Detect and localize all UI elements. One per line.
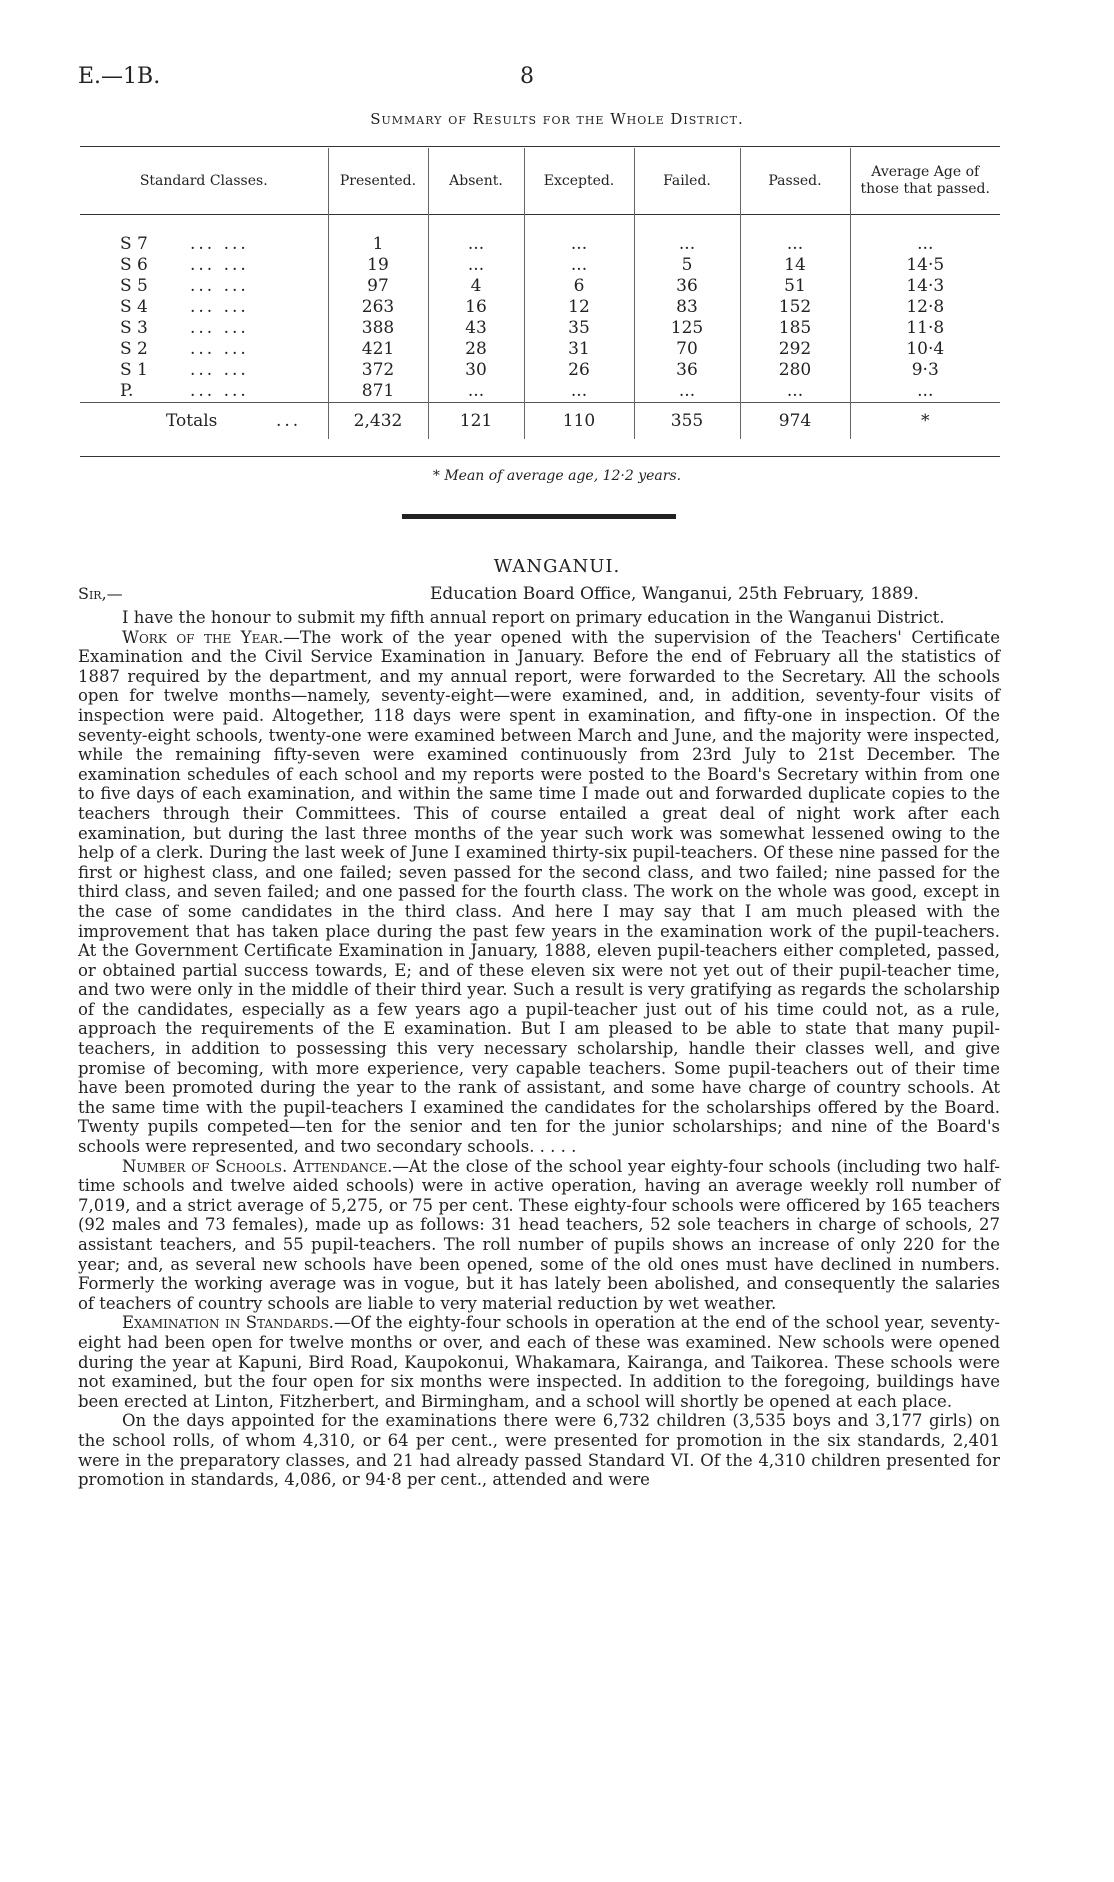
table-row: S 3 ... ... 388 43 35 125 185 11·8 bbox=[80, 318, 1000, 339]
section-divider bbox=[402, 514, 676, 519]
summary-results-table bbox=[80, 148, 1000, 439]
col-excepted: Excepted. bbox=[524, 148, 634, 214]
table-row: S 7 ... ... 1 ... ... ... ... ... bbox=[80, 234, 1000, 255]
document-reference: E.—1B. bbox=[78, 64, 161, 89]
paragraph: Examination in Standards.—Of the eighty-four schools in operation at the end of the school year, seventy-eight had been open for twelve months or over, and each of these was examined. New schools were opened during the year at Kapuni, Bird Road, Kaupokonui, Whakamara, Kairanga, and Taikorea. These schools were not examined, but the four open for six months were inspected. In addition to the foregoing, buildings have been erected at Linton, Fitzherbert, and Birmingham, and a school will shortly be opened at each place. bbox=[78, 1313, 1000, 1411]
col-failed: Failed. bbox=[634, 148, 740, 214]
table-row: S 5 ... ... 97 4 6 36 51 14·3 bbox=[80, 276, 1000, 297]
summary-title: Summary of Results for the Whole District. bbox=[370, 110, 744, 128]
totals-row: Totals ... 2,432 121 110 355 974 * bbox=[80, 403, 1000, 440]
dateline: Education Board Office, Wanganui, 25th February, 1889. bbox=[430, 584, 919, 604]
salutation: Sir,— bbox=[78, 584, 123, 603]
col-average-age: Average Age of those that passed. bbox=[850, 148, 1000, 214]
col-standard-classes: Standard Classes. bbox=[139, 173, 268, 189]
paragraph: Number of Schools. Attendance.—At the close of the school year eighty-four schools (including two half-time schools and twelve aided schools) were in active operation, having an average weekly roll number of 7,019, and a strict average of 5,275, or 75 per cent. These eighty-four schools were officered by 165 teachers (92 males and 73 females), made up as follows: 31 head teachers, 52 sole teachers in charge of schools, 27 assistant teachers, and 55 pupil-teachers. The roll number of pupils shows an increase of only 220 for the year; and, as several new schools have been opened, some of the old ones must have declined in numbers. Formerly the working average was in vogue, but it has lately been abolished, and consequently the salaries of teachers of country schools are liable to very material reduction by wet weather. bbox=[78, 1156, 1000, 1313]
table-row: S 1 ... ... 372 30 26 36 280 9·3 bbox=[80, 360, 1000, 381]
table-header-row bbox=[80, 148, 1000, 214]
paragraph: On the days appointed for the examinations there were 6,732 children (3,535 boys and 3,177 girls) on the school rolls, of whom 4,310, or 64 per cent., were presented for promotion in the six standards, 2,401 were in the preparatory classes, and 21 had already passed Standard VI. Of the 4,310 children presented for promotion in standards, 4,086, or 94·8 per cent., attended and were bbox=[78, 1411, 1000, 1490]
col-absent: Absent. bbox=[428, 148, 524, 214]
table-row: P. ... ... 871 ... ... ... ... ... bbox=[80, 381, 1000, 403]
paragraph: I have the honour to submit my fifth annual report on primary education in the Wanganui District. bbox=[122, 608, 945, 627]
section-title: WANGANUI. bbox=[493, 556, 621, 577]
table-footnote: * Mean of average age, 12·2 years. bbox=[432, 468, 682, 484]
page-number: 8 bbox=[520, 64, 534, 89]
table-top-rule bbox=[80, 146, 1000, 147]
table-row: S 4 ... ... 263 16 12 83 152 12·8 bbox=[80, 297, 1000, 318]
paragraph-heading: Examination in Standards. bbox=[122, 1313, 334, 1333]
table-bottom-rule bbox=[80, 456, 1000, 457]
table-row: S 2 ... ... 421 28 31 70 292 10·4 bbox=[80, 339, 1000, 360]
col-presented: Presented. bbox=[328, 148, 428, 214]
report-body bbox=[78, 608, 1000, 1490]
paragraph-heading: Number of Schools. Attendance. bbox=[122, 1156, 393, 1176]
paragraph: Work of the Year.—The work of the year opened with the supervision of the Teachers' Certificate Examination and the Civil Service Examination in January. Before the end of February all the statistics of 1887 required by the department, and my annual report, were forwarded to the Secretary. All the schools open for twelve months—namely, seventy-eight—were examined, and, in addition, seventy-four visits of inspection were paid. Altogether, 118 days were spent in examination, and fifty-one in inspection. Of the seventy-eight schools, twenty-one were examined between March and June, and the majority were inspected, while the remaining fifty-seven were examined continuously from 23rd July to 21st December. The examination schedules of each school and my reports were posted to the Board's Secretary within from one to five days of each examination, and within the same time I made out and forwarded duplicate copies to the teachers through their Committees. This of course entailed a great deal of night work after each examination, but during the last three months of the year such work was somewhat lessened owing to the help of a clerk. During the last week of June I examined thirty-six pupil-teachers. Of these nine passed for the first or highest class, and one failed; seven passed for the second class, and two failed; nine passed for the third class, and seven failed; and one passed for the fourth class. The work on the whole was good, except in the case of some candidates in the third class. And here I may say that I am much pleased with the improvement that has taken place during the past few years in the examination work of the pupil-teachers. At the Government Certificate Examination in January, 1888, eleven pupil-teachers either completed, passed, or obtained partial success towards, E; and of these eleven six were not yet out of their pupil-teacher time, and two were only in the middle of their third year. Such a result is very gratifying as regards the scholarship of the candidates, especially as a few years ago a pupil-teacher just out of his time could not, as a rule, approach the requirements of the E examination. But I am pleased to be able to state that many pupil-teachers, in addition to possessing this very necessary scholarship, handle their classes well, and give promise of becoming, with more experience, very capable teachers. Some pupil-teachers out of their time have been promoted during the year to the rank of assistant, and some have charge of country schools. At the same time with the pupil-teachers I examined the candidates for the scholarships offered by the Board. Twenty pupils competed—ten for the senior and ten for the junior scholarships; and nine of the Board's schools were represented, and two secondary schools. . . . . bbox=[78, 627, 1000, 1157]
table-row: S 6 ... ... 19 ... ... 5 14 14·5 bbox=[80, 255, 1000, 276]
paragraph-heading: Work of the Year. bbox=[122, 627, 284, 647]
col-passed: Passed. bbox=[740, 148, 850, 214]
